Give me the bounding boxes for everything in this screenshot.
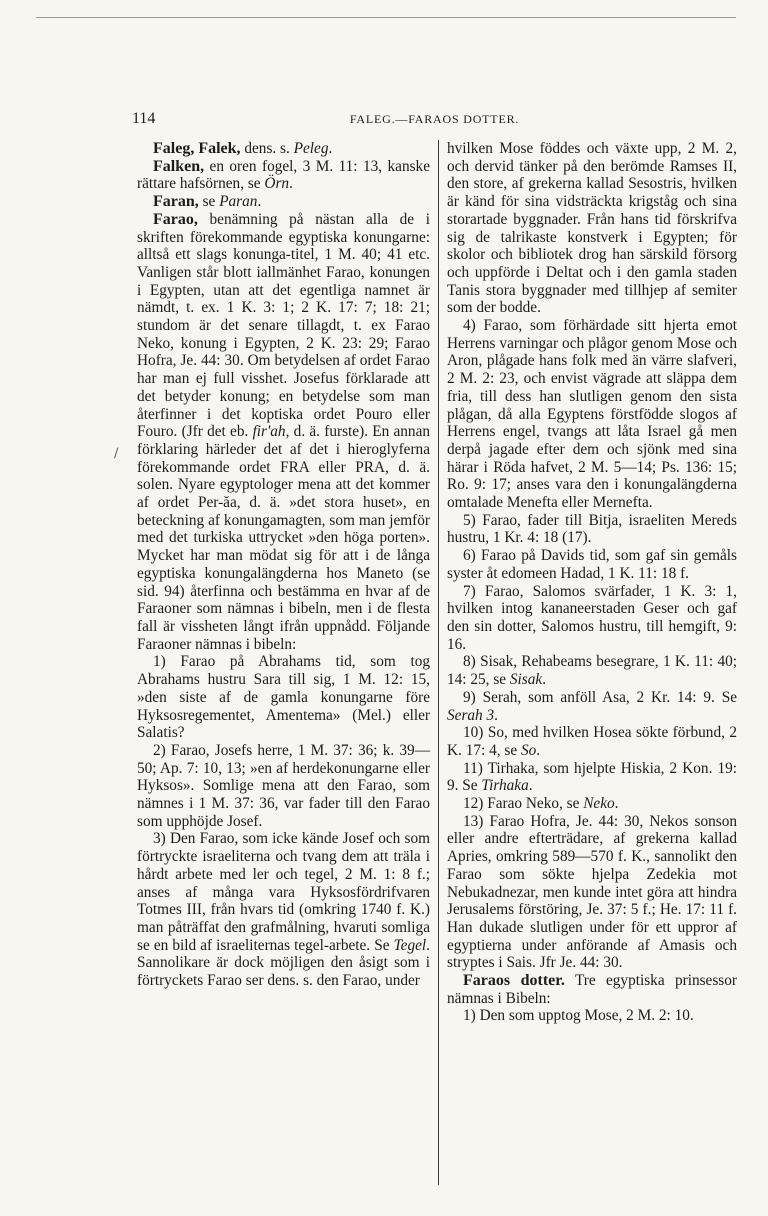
headword: Faraos dotter. (463, 972, 565, 990)
paragraph-tail: , d. ä. furste). En annan förklaring härleder det af det i hieroglyferna förekommande ordet FRA eller PRA, d. ä. solen. Nyare egyptologer mena att det kommer af ordet Per-ăa, d. ä. »det stora huset», en beteckning af konungamagten, som man jemför med det turkiska uttrycket »den höga porten». Mycket har man mödat sig för att i de långa egyptiska konungalängderna hos Maneto (se sid. 94) återfinna och bestämma en hvar af de Faraoner som nämnas i bibeln, men i de flesta fall är vissheten långt ifrån uppnådd. Följande Faraoner nämnas i bibeln: (137, 423, 431, 653)
paragraph-text: 9) Serah, som anföll Asa, 2 Kr. 14: 9. Se (463, 688, 737, 706)
margin-mark: / (114, 446, 119, 461)
paragraph (137, 742, 430, 831)
paragraph-text: benämning på nästan alla de i skriften förekommande egyptiska konungarne: alltså ett slags konunga-titel, 1 M. 40; 41 etc. Vanligen står blott iallmänhet Farao, konungen i Egypten, utan att det egentliga namnet är nämdt, t. ex. 1 K. 3: 1; 2 K. 17: 7; 18: 21; stundom är det senare tillagdt, t. ex Farao Neko, konung i Egypten, 2 K. 23: 29; Farao Hofra, Je. 44: 30. Om betydelsen af ordet Farao har man ej full visshet. Josefus förklarade att det betyder konung; en betydelse som man återfinner i det koptiska ordet Pouro eller Fouro. (Jfr det eb. (137, 210, 430, 441)
italic-reference: Sisak (509, 671, 543, 689)
paragraph-text: 1) Den som upptog Mose, 2 M. 2: 10. (463, 1007, 694, 1025)
running-head: FALEG.—FARAOS DOTTER. (349, 112, 520, 126)
paragraph-tail: . (289, 175, 293, 193)
paragraph-tail: . (614, 795, 619, 813)
italic-reference: Tegel (393, 936, 427, 954)
italic-reference: Paran (219, 193, 258, 211)
paragraph (447, 512, 737, 547)
paragraph-text: Tre egyptiska prinsessor nämnas i Bibeln: (447, 972, 737, 1007)
paragraph-text: 1) Farao på Abrahams tid, som tog Abrahams hustru Sara till sig, 1 M. 12: 15, »den siste af de gamla konungarne före Hyksosregementet, Amentema» (Mel.) eller Salatis? (137, 653, 430, 742)
top-rule (36, 17, 736, 18)
paragraph-text: dens. s. (240, 140, 294, 157)
italic-reference: Örn (264, 175, 290, 193)
paragraph (447, 972, 737, 1007)
paragraph-text: hvilken Mose föddes och växte upp, 2 M. 2, och dervid tänker på den berömde Ramses II, den store, af grekerna kallad Sesostris, hvilken är känd för sina vidsträckta krigståg och sina storartade byggnader. Från hans tid förskrifva sig de talrikaste konstverk i Egypten; för skolor och bibliotek drog han särskild försorg och uppförde i Deltat och i den gamla staden Tanis stora byggnader med tillhjep af semiter som der bodde. (447, 140, 737, 317)
paragraph-tail: . (328, 140, 333, 157)
paragraph (447, 547, 737, 582)
italic-reference: Serah 3 (447, 706, 495, 724)
headword: Faleg, Falek, (153, 140, 241, 157)
paragraph-text: 13) Farao Hofra, Je. 44: 30, Nekos sonson eller andre efterträdare, af grekerna kallad Apries, omkring 589—570 f. K., sannolikt den Farao som sökte hjelpa Zedekia mot Nebukadnezar, men kunde intet göra att hindra Jerusalems förstöring, Je. 37: 5 f.; He. 17: 11 f. Han dukade slutligen under för ett uppror af egyptierna under anförande af Amasis och stryptes i Sais. Jfr Je. 44: 30. (447, 812, 737, 972)
paragraph-text: 8) Sisak, Rehabeams besegrare, 1 K. 11: 40; 14: 25, se (447, 653, 737, 689)
paragraph-text: 11) Tirhaka, som hjelpte Hiskia, 2 Kon. 19: 9. Se (447, 759, 737, 795)
paragraph (137, 158, 430, 193)
paragraph (447, 760, 737, 795)
paragraph (447, 813, 737, 972)
headword: Farao, (153, 210, 198, 228)
italic-reference: Peleg (293, 140, 329, 157)
italic-reference: Neko (583, 795, 615, 813)
paragraph-text: 6) Farao på Davids tid, som gaf sin gemåls syster åt edomeen Hadad, 1 K. 11: 18 f. (447, 547, 737, 582)
paragraph (447, 689, 737, 724)
italic-reference: So (520, 741, 537, 759)
paragraph-text: en oren fogel, 3 M. 11: 13, kanske rättare hafsörnen, se (137, 157, 430, 193)
paragraph-tail: . (536, 741, 541, 759)
paragraph-tail: . (494, 706, 498, 724)
paragraph (447, 724, 737, 759)
paragraph-text: 2) Farao, Josefs herre, 1 M. 37: 36; k. 39—50; Ap. 7: 10, 13; »en af herdekonungarne eller Hyksos». Somlige mena att den Farao, som nämnes i 1 M. 37: 36, var fader till den Farao som upphöjde Josef. (137, 741, 430, 830)
paragraph-text: se (198, 193, 220, 211)
paragraph (137, 830, 430, 989)
paragraph (137, 653, 430, 742)
paragraph (447, 795, 737, 813)
right-column (447, 140, 737, 1025)
paragraph (447, 1007, 737, 1025)
headword: Falken, (153, 157, 205, 175)
paragraph (137, 193, 430, 211)
paragraph (447, 583, 737, 654)
italic-reference: Tirhaka (481, 777, 529, 795)
paragraph-text: 3) Den Farao, som icke kände Josef och som förtryckte israeliterna och tvang dem att träla i hårdt arbete med ler och tegel, 2 M. 1: 8 f.; anses af många vara Hyksosfördrifvaren Totmes III, från hvars tid (omkring 1740 f. K.) man påträffat den grafmålning, hvaruti somliga se en bild af israeliternas tegel-arbete. Se (137, 830, 430, 954)
paragraph-text: 4) Farao, som förhärdade sitt hjerta emot Herrens varningar och plågor genom Mose och Aron, plågade hans folk med än värre slafveri, 2 M. 2: 23, och envist vägrade att släppa dem fria, till dess han slutligen genom den sista plågan, då alla Egyptens förstfödde slogos af Herrens engel, tvangs att låta Israel gå men derpå jagade efter dem och sjönk med sina härar i Röda hafvet, 2 M. 5—14; Ps. 136: 15; Ro. 9: 17; anses vara den i konungalängderna omtalade Menefta eller Mernefta. (447, 317, 737, 512)
paragraph (447, 653, 737, 688)
paragraph-text: 5) Farao, fader till Bitja, israeliten Mereds hustru, 1 Kr. 4: 18 (17). (447, 511, 737, 547)
paragraph-text: 10) So, med hvilken Hosea sökte förbund, 2 K. 17: 4, se (447, 724, 737, 759)
column-divider (438, 140, 439, 1185)
paragraph (137, 211, 430, 654)
italic-reference: fir'ah (252, 423, 286, 441)
headword: Faran, (153, 193, 199, 211)
paragraph-tail: . (257, 193, 262, 211)
paragraph-tail: . (542, 671, 547, 689)
paragraph-text: 7) Farao, Salomos svärfader, 1 K. 3: 1, hvilken intog kananeerstaden Geser och gaf den sin dotter, Salomos hustru, till hemgift, 9: 16. (447, 582, 737, 653)
paragraph (447, 140, 737, 317)
paragraph-tail: . (528, 777, 533, 795)
page-number: 114 (132, 110, 156, 127)
paragraph (137, 140, 430, 158)
paragraph (447, 317, 737, 512)
left-column (137, 140, 430, 990)
paragraph-tail: . Sannolikare är dock möjligen den åsigt som i förtryckets Farao ser dens. s. den Farao, under (137, 936, 430, 990)
paragraph-text: 12) Farao Neko, se (463, 795, 584, 813)
page-header (132, 110, 737, 132)
